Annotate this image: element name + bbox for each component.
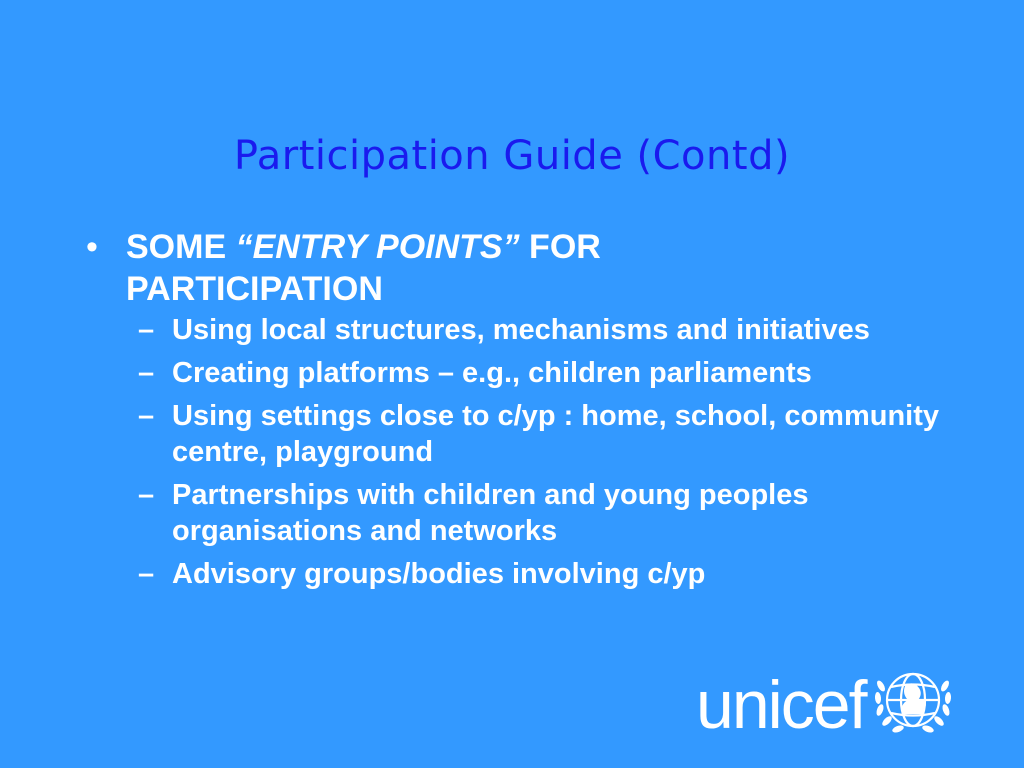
- dash-marker: –: [138, 357, 155, 389]
- bullet-marker: •: [86, 228, 98, 266]
- sub-item-text: Using settings close to c/yp : home, school, community centre, playground: [172, 400, 940, 468]
- sub-list: [86, 312, 986, 592]
- slide-content: [86, 226, 986, 592]
- sub-item: [138, 355, 986, 391]
- main-bullet: [86, 226, 986, 310]
- sub-item: [138, 312, 986, 348]
- sub-item-text: Using local structures, mechanisms and initiatives: [172, 314, 870, 346]
- dash-marker: –: [138, 479, 155, 511]
- sub-item-text: Advisory groups/bodies involving c/yp: [172, 558, 706, 590]
- slide-title: Participation Guide (Contd): [233, 132, 791, 179]
- sub-item: [138, 477, 986, 549]
- sub-item: [138, 556, 986, 592]
- main-bullet-text: [126, 226, 706, 310]
- bullet-tail: FOR PARTICIPATION: [126, 228, 601, 308]
- bullet-lead: SOME: [126, 228, 236, 266]
- sub-item: [138, 398, 986, 470]
- unicef-emblem-icon: [871, 664, 955, 745]
- dash-marker: –: [138, 314, 155, 346]
- logo-wordmark: unicef: [696, 666, 866, 743]
- sub-item-text: Partnerships with children and young peoples organisations and networks: [172, 479, 809, 547]
- sub-item-text: Creating platforms – e.g., children parliaments: [172, 357, 812, 389]
- dash-marker: –: [138, 400, 155, 432]
- dash-marker: –: [138, 558, 155, 590]
- bullet-emphasis: “ENTRY POINTS”: [235, 228, 520, 266]
- unicef-logo: [696, 664, 955, 745]
